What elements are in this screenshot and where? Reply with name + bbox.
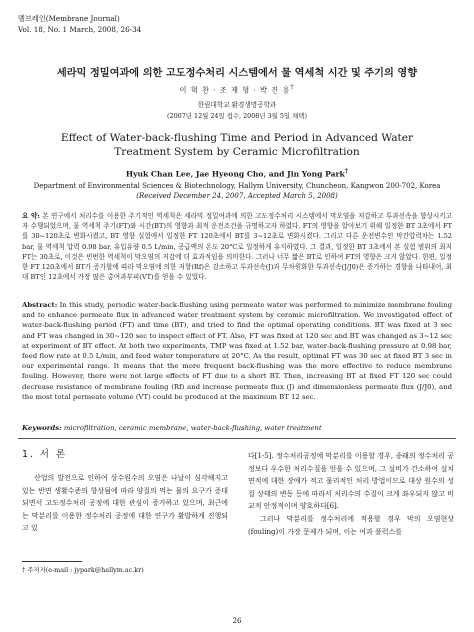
korean-abstract: [22, 211, 452, 282]
journal-volume: Vol. 18, No. 1 March, 2008, 26-34: [18, 25, 142, 34]
english-abstract-text: In this study, periodic water-back-flushing using permeate water was performed to minimize membrane fouling and to enhance permeate flux in advanced water treatment system by ceramic microfiltration. We investigated effect of water-back-flushing period (FT) and time (BT), and tried to find the optimal operating conditions. BT was fixed at 3 sec and FT was changed in 30~120 sec to inspect effect of FT. Also, FT was fixed at 120 sec and BT was changed as 3~12 sec at experiment of BT effect. At both two experiments, TMP was fixed at 1.52 bar, water-back-flushing pressure at 0.98 bar, feed flow rate at 0.5 L/min, and feed water temperature at 20°C. As the result, optimal FT was 30 sec at fixed BT 3 sec in our experimental range. It means that the more frequent back-flushing was the more effective to reduce membrane fouling. However, there were not large effects of FT due to a short BT. Then, increasing BT at fixed FT 120 sec could decrease resistance of membrane fouling (Rf) and increase permeate flux (J) and dimensionless permeate flux (J/J0), and the most total permeate volume (VT) could be produced at the maximum BT 12 sec.: [22, 301, 452, 401]
english-dates: (Received December 24, 2007, Accepted March 5, 2008): [136, 192, 338, 200]
korean-title: 세라믹 정밀여과에 의한 고도정수처리 시스템에서 물 역세척 시간 및 주기의 영향: [56, 68, 418, 79]
english-abstract-label: Abstract:: [22, 301, 58, 309]
section-divider: [18, 438, 456, 439]
author-mark: †: [290, 84, 295, 91]
body-column-left: [22, 472, 228, 535]
korean-abstract-label: 요 약:: [22, 212, 40, 220]
keywords-text: microfiltration, ceramic membrane, water-back-flushing, water treatment: [63, 424, 322, 432]
body-paragraph: 산업의 발전으로 인하여 상수원수의 오염은 나날이 심각해지고 있는 반면 생활수준의 향상됨에 따라 양질의 먹는 물의 요구가 증대되면서 고도정수처리 공정에 대한 관심이 증가하고 있으며, 최근에는 막분리를 이용한 정수처리 공정에 대한 연구가 활발하게 진행되고 있: [22, 474, 228, 533]
corresponding-author-footnote: † 주저자(e-mail : jypark@hallym.ac.kr): [22, 566, 144, 574]
body-paragraph: 그러나 막분리를 정수처리에 적용할 경우 막의 오염현상(fouling)이 가장 문제가 되며, 이는 여과 플럭스를: [248, 514, 454, 536]
korean-dates: (2007년 12월 24일 접수, 2008년 3월 5일 채택): [167, 112, 307, 120]
english-affiliation: Department of Environmental Sciences & Biotechnology, Hallym University, Chuncheon, Kangwon 200-702, Korea: [33, 182, 441, 190]
english-authors: Hyuk Chan Lee, Jae Hyeong Cho, and Jin Yong Park†: [125, 168, 349, 179]
body-column-right: [248, 450, 454, 538]
english-title: Effect of Water-back-flushing Time and Period in Advanced Water Treatment System by Ceramic Microfiltration: [60, 132, 414, 158]
korean-affiliation: 한림대학교 환경생명공학과: [197, 101, 277, 109]
keywords-label: Keywords:: [22, 424, 62, 432]
english-affiliation-block: [30, 181, 444, 201]
author-mark: †: [344, 168, 349, 175]
footnote-divider: [22, 561, 82, 562]
journal-header: [18, 13, 141, 35]
korean-authors: 이 혁 찬 · 조 재 형 · 박 진 용†: [179, 84, 295, 95]
keywords: [22, 424, 452, 432]
section-heading: 1. 서 론: [22, 449, 68, 460]
korean-abstract-text: 본 연구에서 처리수를 이용한 주기적인 역세척은 세라믹 정밀여과에 의한 고도정수처리 시스템에서 막오염을 저감하고 투과선속을 향상시키고자 수행되었으며, 물 역세척 주기(FT)와 시간(BT)의 영향과 최적 운전조건을 규명하고자 하였다. FT의 영향을 알아보기 위해 일정한 BT 3초에서 FT를 30~120초로 변화시켰고, BT 영향 실험에서 일정한 FT 120초에서 BT를 3~12초로 변화시켰다. 그리고 다른 운전변수인 막간압력차는 1.52 bar, 물 역세척 압력 0.98 bar, 유입유량 0.5 L/min, 공급액의 온도 20°C로 일정하게 유지하였다. 그 결과, 일정한 BT 3초에서 본 실험 범위의 최저 FT는 30초로, 이것은 빈번한 역세척이 막오염의 저감에 더 효과적임을 의미한다. 그러나 너무 짧은 BT로 인하여 FT의 영향은 크지 않았다. 한편, 일정한 FT 120초에서 BT가 증가할에 따라 막오염에 의한 저항(Rf)은 감소하고 투과선속(J)과 무차원화한 투과선속(J/J0)은 증가하는 경향을 나타내어, 최대 BT인 12초에서 가장 많은 총여과부피(VT)를 얻을 수 있었다.: [22, 212, 453, 282]
page-number: 26: [232, 617, 242, 625]
journal-name: 멤브레인(Membrane Journal): [18, 14, 120, 23]
english-abstract: [22, 300, 452, 402]
body-paragraph: 다[1-5]. 정수처리공정에 막분리를 이용할 경우, 종래의 정수처리 공정보다 우수한 처리수질을 얻을 수 있으며, 그 설비가 간소하여 설치면적에 대한 장애가 적고 물리적인 처리 방법이므로 대상 원수의 성질 상태의 변동 등에 따라서 처리수의 수질이 크게 좌우되지 않고 비교적 안정적이며 양호하다[6].: [248, 452, 454, 511]
